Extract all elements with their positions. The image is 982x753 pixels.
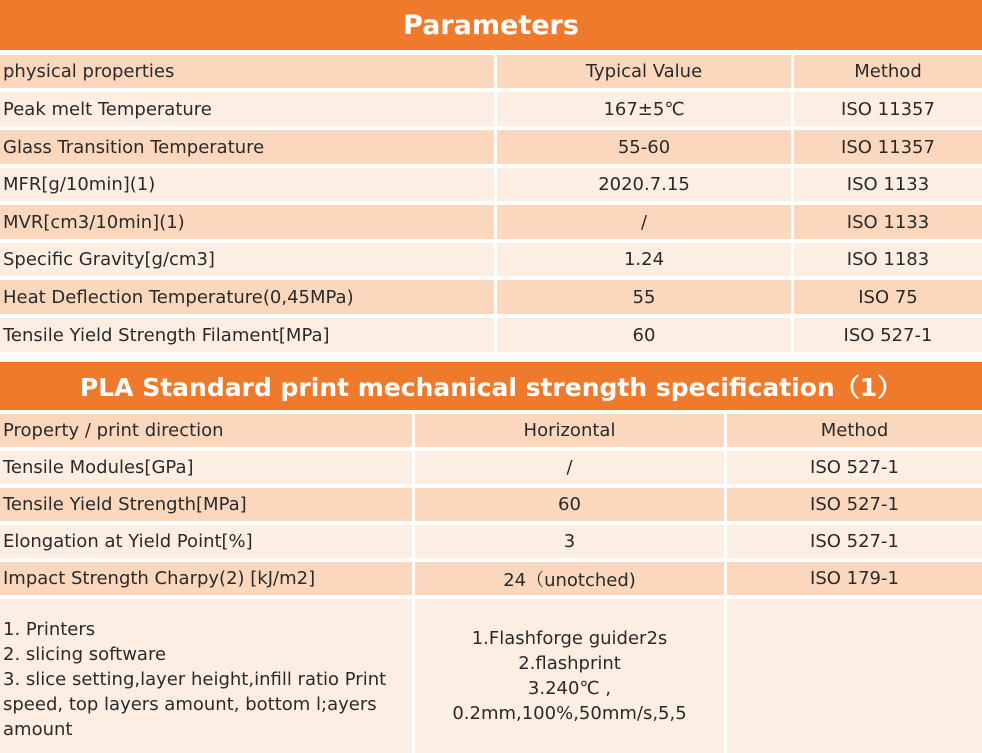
note-line: 1. Printers: [3, 619, 96, 640]
property-name: MVR[cm3/10min](1): [0, 205, 494, 239]
header-horizontal: Horizontal: [412, 414, 724, 447]
property-name: Elongation at Yield Point[%]: [0, 525, 412, 558]
property-name: Heat Deflection Temperature(0,45MPa): [0, 280, 494, 314]
mechanical-header-row: [0, 414, 982, 447]
header-physical-properties: physical properties: [0, 55, 494, 88]
typical-value: 55-60: [494, 130, 791, 164]
property-name: Specific Gravity[g/cm3]: [0, 243, 494, 276]
method: ISO 11357: [791, 92, 982, 126]
note-line: 2. slicing software: [3, 644, 167, 665]
method: ISO 1183: [791, 243, 982, 276]
notes-conditions: [0, 599, 412, 753]
notes-values: [412, 599, 724, 753]
notes-empty-cell: [724, 599, 982, 753]
mechanical-title: PLA Standard print mechanical strength specification（1）: [0, 362, 982, 410]
table-row: [0, 488, 982, 521]
property-name: Peak melt Temperature: [0, 92, 494, 126]
typical-value: 55: [494, 280, 791, 314]
method: ISO 1133: [791, 168, 982, 201]
note-line: 3. slice setting,layer height,infill ratio Print speed, top layers amount, bottom l;ayers amount: [3, 669, 387, 740]
table-row: [0, 243, 982, 276]
typical-value: 60: [494, 318, 791, 352]
table-row: [0, 168, 982, 201]
typical-value: 1.24: [494, 243, 791, 276]
typical-value: 167±5℃: [494, 92, 791, 126]
horizontal-value: 24（unotched): [412, 562, 724, 595]
property-name: Tensile Modules[GPa]: [0, 451, 412, 484]
method: ISO 1133: [791, 205, 982, 239]
table-row: [0, 280, 982, 314]
parameters-title: Parameters: [0, 0, 982, 50]
table-row: [0, 451, 982, 484]
horizontal-value: 60: [412, 488, 724, 521]
property-name: Impact Strength Charpy(2) [kJ/m2]: [0, 562, 412, 595]
method: ISO 75: [791, 280, 982, 314]
method: ISO 527-1: [724, 525, 982, 558]
horizontal-value: /: [412, 451, 724, 484]
table-row: [0, 130, 982, 164]
header-property-direction: Property / print direction: [0, 414, 412, 447]
note-value-line: 0.2mm,100%,50mm/s,5,5: [452, 703, 687, 724]
method: ISO 527-1: [724, 451, 982, 484]
parameters-header-row: [0, 55, 982, 88]
header-typical-value: Typical Value: [494, 55, 791, 88]
property-name: MFR[g/10min](1): [0, 168, 494, 201]
method: ISO 179-1: [724, 562, 982, 595]
table-row: [0, 562, 982, 595]
table-row: [0, 318, 982, 352]
note-value-line: 3.240℃ ,: [527, 678, 612, 699]
property-name: Glass Transition Temperature: [0, 130, 494, 164]
table-row: [0, 92, 982, 126]
table-row: [0, 525, 982, 558]
note-value-line: 2.flashprint: [518, 653, 621, 674]
header-method: Method: [791, 55, 982, 88]
property-name: Tensile Yield Strength Filament[MPa]: [0, 318, 494, 352]
table-row: [0, 205, 982, 239]
notes-row: [0, 599, 982, 753]
header-method: Method: [724, 414, 982, 447]
method: ISO 527-1: [724, 488, 982, 521]
typical-value: /: [494, 205, 791, 239]
method: ISO 11357: [791, 130, 982, 164]
property-name: Tensile Yield Strength[MPa]: [0, 488, 412, 521]
method: ISO 527-1: [791, 318, 982, 352]
note-value-line: 1.Flashforge guider2s: [471, 628, 668, 649]
typical-value: 2020.7.15: [494, 168, 791, 201]
horizontal-value: 3: [412, 525, 724, 558]
